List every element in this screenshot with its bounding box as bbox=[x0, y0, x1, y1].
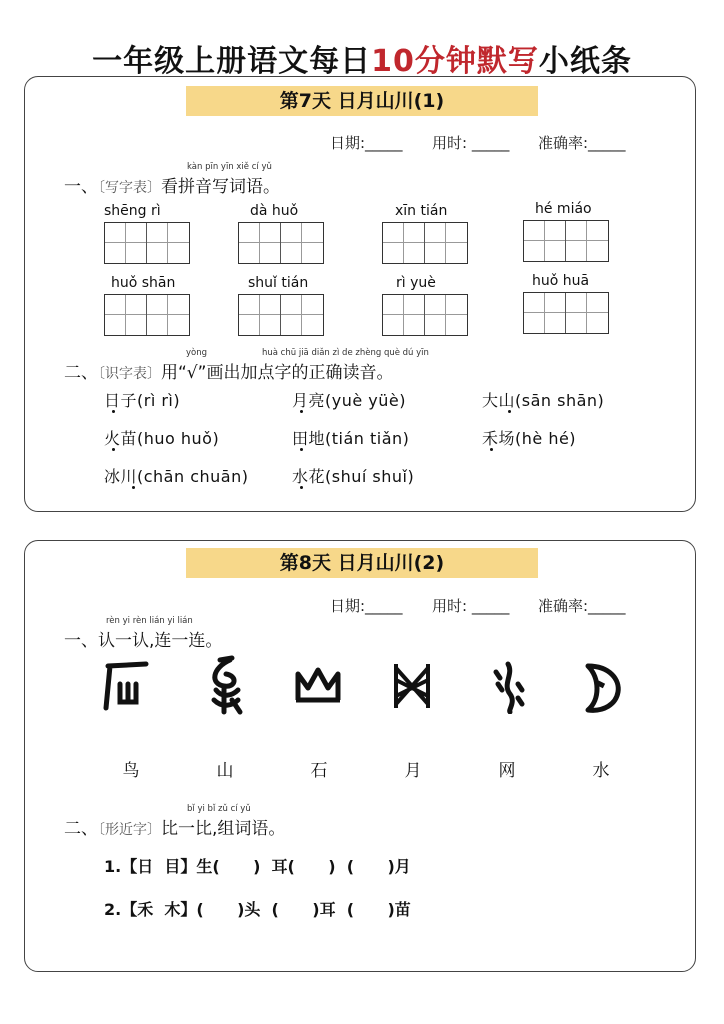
match-word[interactable]: 石 bbox=[310, 761, 328, 781]
sec-tag: 〔形近字〕 bbox=[98, 822, 161, 838]
match-word[interactable]: 月 bbox=[404, 761, 422, 781]
pinyin-label: huǒ shān bbox=[111, 275, 176, 291]
emphasis-dot bbox=[300, 448, 303, 451]
emphasis-dot bbox=[508, 410, 511, 413]
reading-item[interactable]: 日子(rì rì) bbox=[104, 391, 181, 410]
day7-accuracy: 准确率:_____ bbox=[538, 134, 626, 152]
pinyin-label: shuǐ tián bbox=[248, 275, 309, 291]
emphasis-dot bbox=[490, 448, 493, 451]
writing-grid[interactable] bbox=[523, 220, 609, 262]
day8-accuracy: 准确率:_____ bbox=[538, 597, 626, 615]
writing-grid[interactable] bbox=[238, 294, 324, 336]
writing-grid[interactable] bbox=[382, 222, 468, 264]
oracle-stone-icon[interactable] bbox=[102, 660, 154, 714]
sec-text: 用“√”画出加点字的正确读音。 bbox=[161, 363, 394, 383]
sec-tag: 〔写字表〕 bbox=[98, 180, 161, 196]
reading-item[interactable]: 月亮(yuè yüè) bbox=[292, 391, 406, 410]
pinyin-label: dà huǒ bbox=[250, 203, 299, 219]
writing-grid[interactable] bbox=[523, 292, 609, 334]
pinyin-label: huǒ huā bbox=[532, 273, 590, 289]
day7-sec2-ruby1: yòng bbox=[186, 348, 208, 358]
compare-row[interactable]: 1.【日 目】生( ) 耳( ) ( )月 bbox=[104, 857, 411, 876]
oracle-moon-icon[interactable] bbox=[580, 660, 624, 716]
pinyin-label: rì yuè bbox=[396, 275, 436, 291]
match-word[interactable]: 水 bbox=[592, 761, 610, 781]
sec-text: 比一比,组词语。 bbox=[161, 819, 286, 839]
pinyin-label: shēng rì bbox=[104, 203, 161, 219]
sec-number: 二、 bbox=[64, 363, 98, 383]
emphasis-dot bbox=[300, 486, 303, 489]
day8-sec1-ruby: rèn yi rèn lián yi lián bbox=[106, 616, 193, 626]
day7-sec2-ruby2: huà chū jiā diǎn zì de zhèng què dú yīn bbox=[262, 348, 429, 358]
reading-item[interactable]: 禾场(hè hé) bbox=[482, 429, 577, 448]
day7-sec1-ruby: kàn pīn yīn xiě cí yǔ bbox=[187, 162, 272, 172]
writing-grid[interactable] bbox=[238, 222, 324, 264]
writing-grid[interactable] bbox=[104, 222, 190, 264]
reading-item[interactable]: 水花(shuí shuǐ) bbox=[292, 467, 415, 486]
emphasis-dot bbox=[112, 410, 115, 413]
pinyin-label: xīn tián bbox=[395, 203, 448, 219]
sec-number: 一、 bbox=[64, 631, 98, 651]
match-word[interactable]: 鸟 bbox=[122, 761, 140, 781]
sec-text: 看拼音写词语。 bbox=[161, 177, 280, 197]
emphasis-dot bbox=[300, 410, 303, 413]
reading-item[interactable]: 田地(tián tiǎn) bbox=[292, 429, 410, 448]
oracle-bird-icon[interactable] bbox=[202, 654, 250, 716]
match-word[interactable]: 山 bbox=[216, 761, 234, 781]
day8-banner: 第8天 日月山川(2) bbox=[186, 548, 538, 578]
writing-grid[interactable] bbox=[104, 294, 190, 336]
sec-text: 认一认,连一连。 bbox=[98, 631, 223, 651]
day7-date: 日期:_____ bbox=[330, 134, 403, 152]
day7-sec2-heading bbox=[64, 358, 393, 383]
sec-tag: 〔识字表〕 bbox=[98, 366, 161, 382]
page-title bbox=[0, 36, 724, 80]
match-word[interactable]: 网 bbox=[498, 761, 516, 781]
day8-sec2-heading bbox=[64, 814, 285, 839]
emphasis-dot bbox=[112, 448, 115, 451]
pinyin-label: hé miáo bbox=[535, 201, 592, 217]
reading-item[interactable]: 火苗(huo huǒ) bbox=[104, 429, 220, 448]
sec-number: 二、 bbox=[64, 819, 98, 839]
oracle-net-icon[interactable] bbox=[390, 660, 434, 712]
day8-sec1-heading bbox=[64, 626, 222, 651]
emphasis-dot bbox=[132, 486, 135, 489]
day8-time: 用时: _____ bbox=[432, 597, 510, 615]
day8-sec2-ruby: bǐ yi bǐ zǔ cí yǔ bbox=[187, 804, 251, 814]
oracle-mountain-icon[interactable] bbox=[292, 664, 344, 706]
day8-date: 日期:_____ bbox=[330, 597, 403, 615]
day7-banner: 第7天 日月山川(1) bbox=[186, 86, 538, 116]
reading-item[interactable]: 大山(sān shān) bbox=[482, 391, 605, 410]
writing-grid[interactable] bbox=[382, 294, 468, 336]
day7-sec1-heading bbox=[64, 172, 280, 197]
oracle-water-icon[interactable] bbox=[490, 660, 528, 714]
title-tail: 小纸条 bbox=[538, 44, 632, 79]
sec-number: 一、 bbox=[64, 177, 98, 197]
reading-item[interactable]: 冰川(chān chuān) bbox=[104, 467, 249, 486]
day7-time: 用时: _____ bbox=[432, 134, 510, 152]
title-highlight: 10分钟默写 bbox=[371, 44, 539, 79]
title-main: 一年级上册语文每日 bbox=[92, 44, 372, 79]
compare-row[interactable]: 2.【禾 木】( )头 ( )耳 ( )苗 bbox=[104, 900, 411, 919]
